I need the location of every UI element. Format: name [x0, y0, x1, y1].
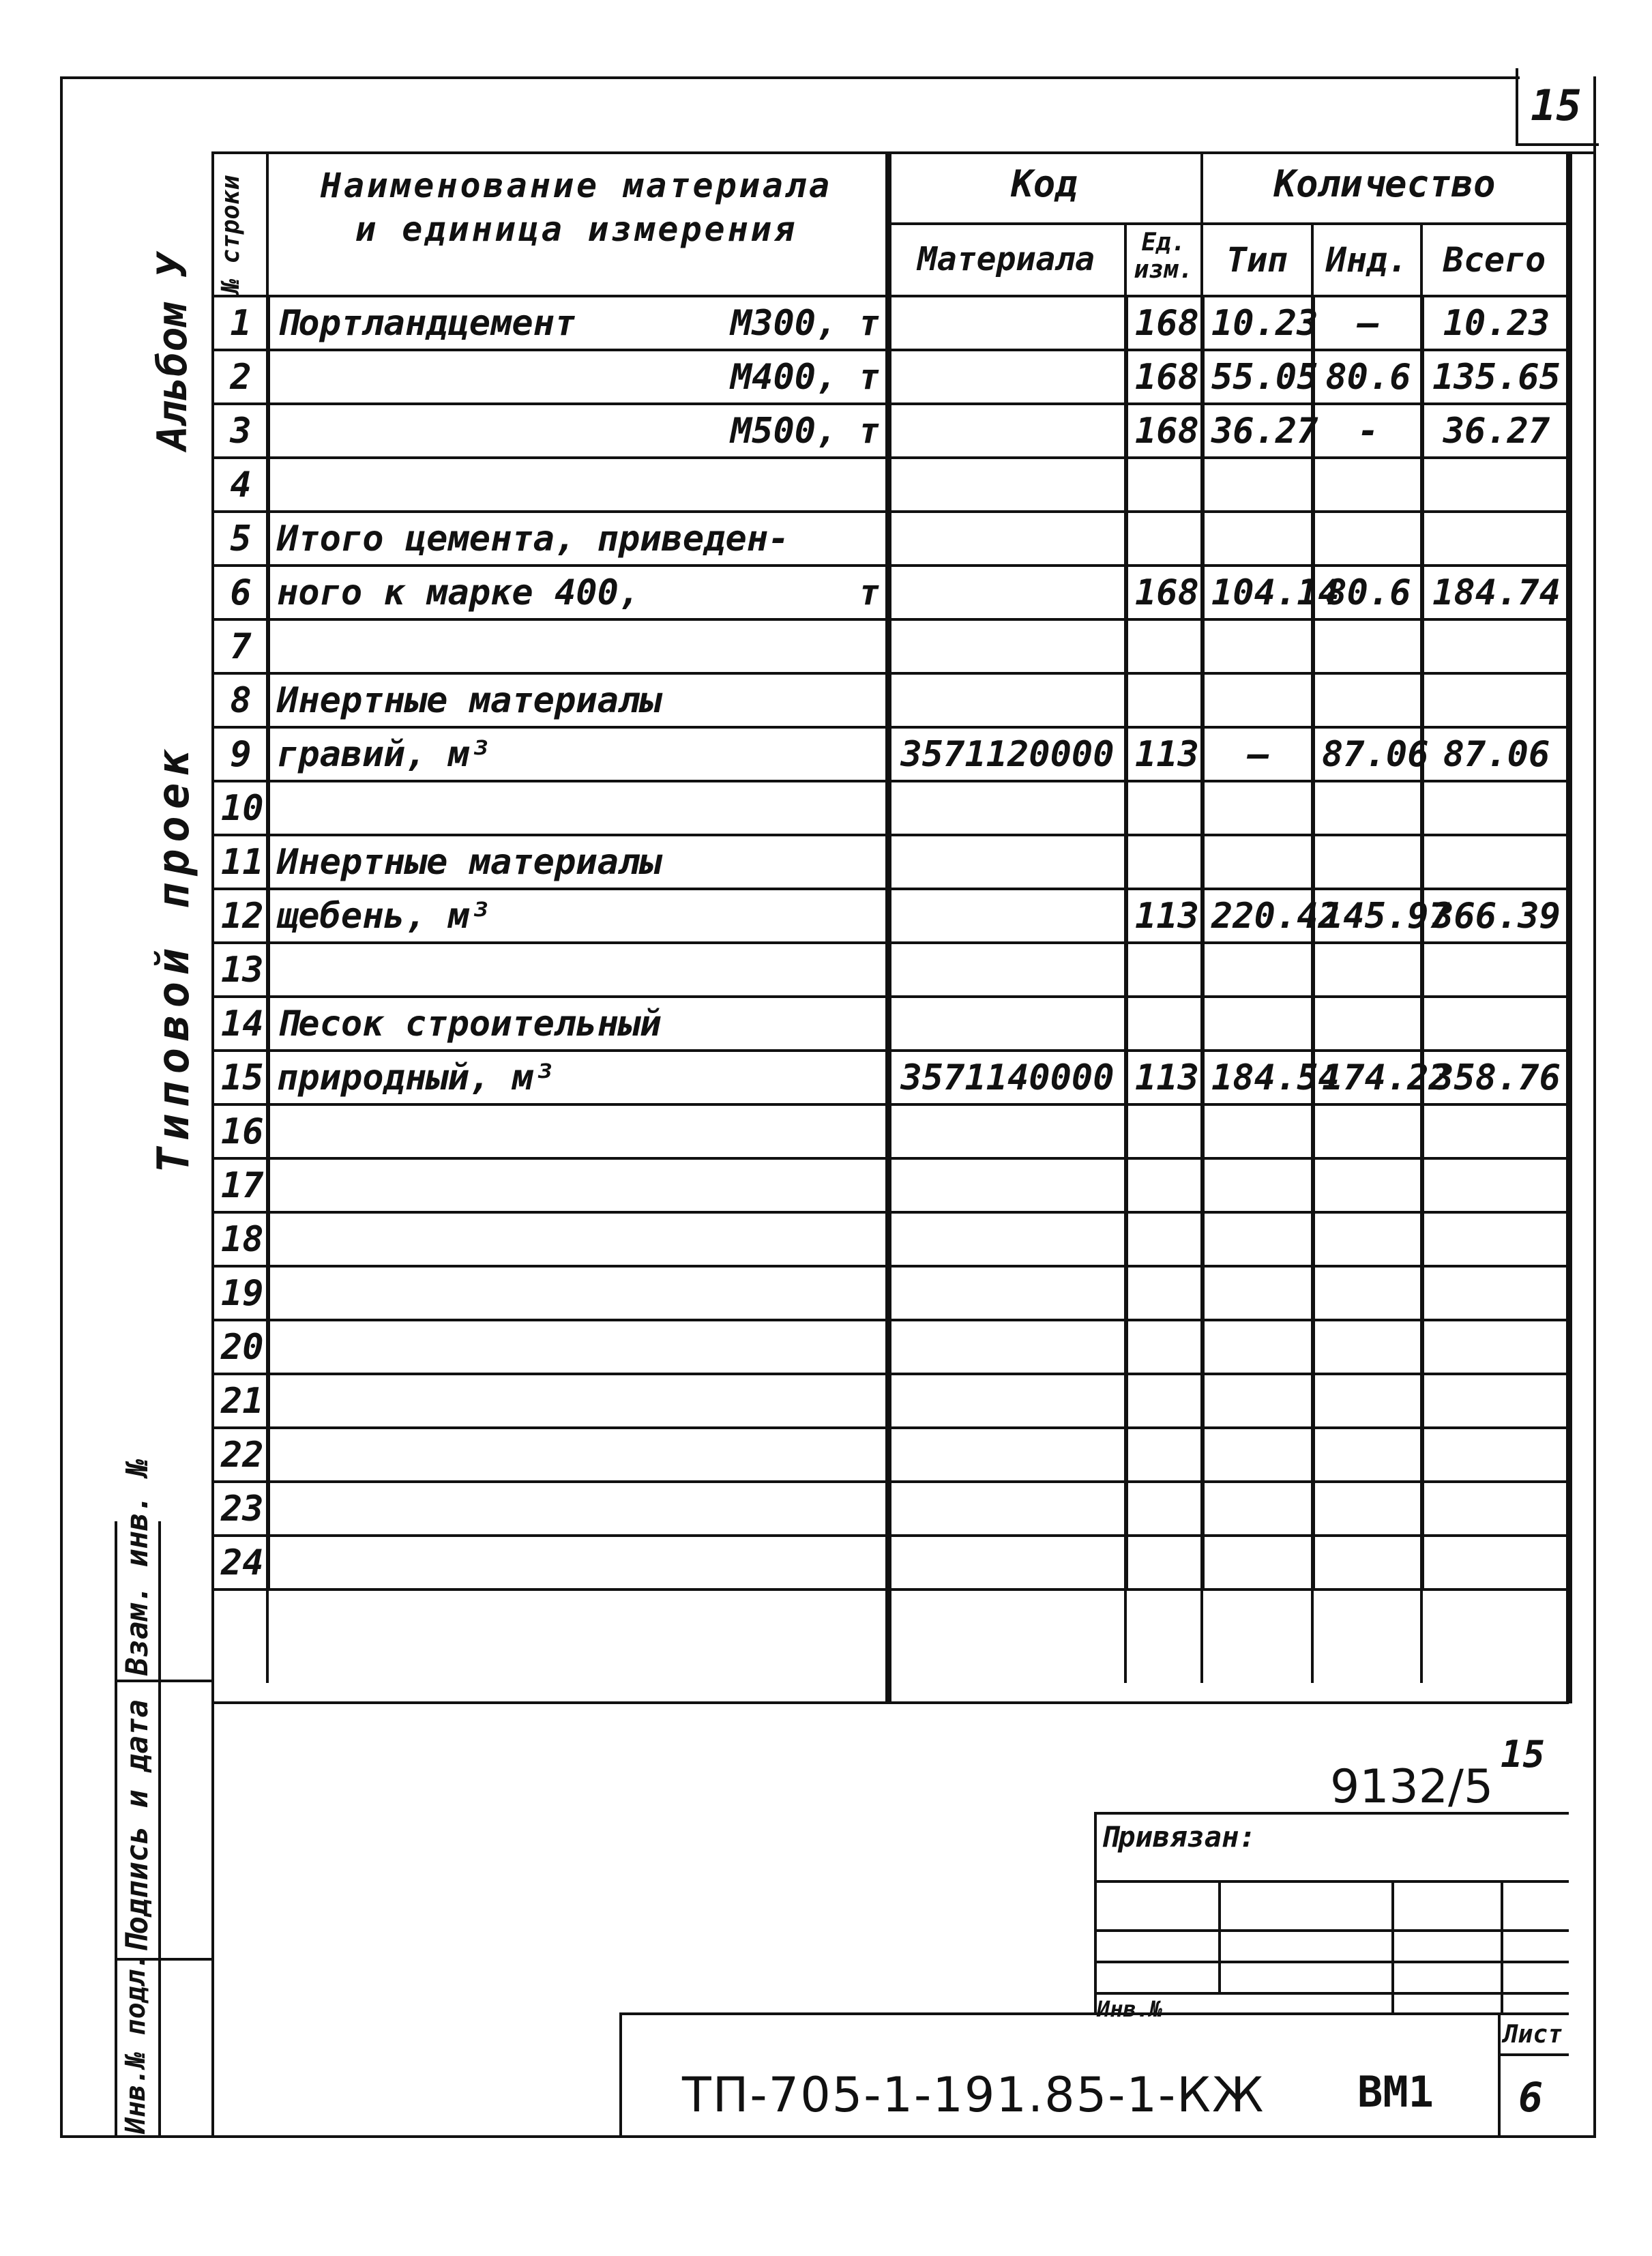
material-name-cell [269, 1158, 888, 1212]
table-row [213, 404, 1570, 458]
material-code [888, 1482, 1127, 1536]
material-name: Портландцемент [277, 302, 576, 344]
material-name: Инертные материалы [277, 841, 662, 883]
qty-total: 358.76 [1423, 1051, 1570, 1104]
qty-total [1423, 781, 1570, 835]
unit-code [1127, 1536, 1203, 1590]
material-code [888, 1158, 1127, 1212]
unit-code: 168 [1127, 296, 1203, 350]
qty-typ: — [1203, 727, 1314, 781]
material-name: щебень, м³ [277, 895, 491, 937]
title-top-line [211, 1701, 1569, 1704]
table-row [213, 512, 1570, 566]
table-row [213, 1158, 1570, 1212]
bind-line-4 [1094, 1992, 1569, 1995]
material-code [888, 1374, 1127, 1428]
corner-number: 15 [1531, 80, 1582, 130]
material-name-cell [269, 566, 888, 619]
bind-sep-2 [1391, 1880, 1394, 2015]
row-number: 17 [213, 1158, 269, 1212]
material-grade: М400, т [730, 356, 880, 398]
row-number: 12 [213, 889, 269, 943]
qty-ind: 80.6 [1314, 566, 1423, 619]
material-name-cell [269, 781, 888, 835]
qty-total [1423, 458, 1570, 512]
row-number: 18 [213, 1212, 269, 1266]
qty-ind [1314, 1428, 1423, 1482]
header-material: Материала [917, 240, 1095, 278]
materials-table [211, 295, 1572, 1591]
material-name: Итого цемента, приведен- [277, 518, 790, 559]
table-row [213, 1428, 1570, 1482]
material-code [888, 512, 1127, 566]
qty-typ [1203, 943, 1314, 997]
material-code [888, 566, 1127, 619]
material-code: 3571120000 [888, 727, 1127, 781]
material-name-cell [269, 1374, 888, 1428]
material-code [888, 458, 1127, 512]
unit-code [1127, 619, 1203, 673]
bind-line-3 [1094, 1961, 1569, 1963]
table-row [213, 619, 1570, 673]
material-code [888, 1428, 1127, 1482]
unit-code [1127, 835, 1203, 889]
qty-total [1423, 1212, 1570, 1266]
row-number: 24 [213, 1536, 269, 1590]
sheet-sep [1498, 2012, 1501, 2138]
table-row [213, 1320, 1570, 1374]
unit-code [1127, 943, 1203, 997]
table-row [213, 1536, 1570, 1590]
table-row [213, 781, 1570, 835]
qty-total [1423, 1266, 1570, 1320]
qty-total [1423, 619, 1570, 673]
qty-total [1423, 673, 1570, 727]
row-number: 8 [213, 673, 269, 727]
material-name-cell [269, 404, 888, 458]
material-code [888, 943, 1127, 997]
material-name-cell [269, 997, 888, 1051]
unit-code: 113 [1127, 727, 1203, 781]
qty-total: 135.65 [1423, 350, 1570, 404]
material-code [888, 350, 1127, 404]
table-row [213, 889, 1570, 943]
row-number: 16 [213, 1104, 269, 1158]
qty-ind [1314, 943, 1423, 997]
header-name: Наименование материала и единица измерения [320, 166, 833, 249]
unit-code: 168 [1127, 566, 1203, 619]
qty-ind [1314, 458, 1423, 512]
table-row [213, 296, 1570, 350]
unit-code: 168 [1127, 350, 1203, 404]
row-number: 6 [213, 566, 269, 619]
qty-typ [1203, 673, 1314, 727]
sheet-label: Лист [1503, 2021, 1563, 2049]
row-number: 21 [213, 1374, 269, 1428]
qty-ind [1314, 1482, 1423, 1536]
qty-total: 36.27 [1423, 404, 1570, 458]
row-number: 3 [213, 404, 269, 458]
unit-code [1127, 1158, 1203, 1212]
table-row [213, 1212, 1570, 1266]
unit-code [1127, 1428, 1203, 1482]
bind-sep-3 [1501, 1880, 1503, 2015]
table-row [213, 1266, 1570, 1320]
unit-code: 113 [1127, 1051, 1203, 1104]
qty-total [1423, 1320, 1570, 1374]
qty-ind: 80.6 [1314, 350, 1423, 404]
qty-typ: 184.54 [1203, 1051, 1314, 1104]
material-name-cell [269, 1266, 888, 1320]
row-number: 22 [213, 1428, 269, 1482]
table-row [213, 1374, 1570, 1428]
qty-ind [1314, 1104, 1423, 1158]
stamp-sep [158, 1521, 161, 2138]
table-row [213, 566, 1570, 619]
row-number: 23 [213, 1482, 269, 1536]
table-row [213, 673, 1570, 727]
header-row-no: № строки [217, 175, 245, 293]
header-typ: Тип [1226, 240, 1288, 280]
row-number: 19 [213, 1266, 269, 1320]
header-mid-line [885, 222, 1569, 225]
material-name-cell [269, 1051, 888, 1104]
material-name-cell [269, 1536, 888, 1590]
qty-total [1423, 835, 1570, 889]
qty-typ [1203, 1374, 1314, 1428]
qty-typ [1203, 1320, 1314, 1374]
sheet-line [1498, 2053, 1569, 2056]
qty-ind: 174.22 [1314, 1051, 1423, 1104]
qty-ind [1314, 781, 1423, 835]
material-name-cell [269, 1482, 888, 1536]
qty-typ [1203, 781, 1314, 835]
header-ind: Инд. [1325, 240, 1408, 280]
inv-label: Инв.№ [1097, 1996, 1163, 2022]
qty-ind [1314, 1266, 1423, 1320]
stamp-inv-no: Инв.№ подл. [120, 1953, 151, 2134]
top-border [60, 76, 1520, 79]
unit-code [1127, 673, 1203, 727]
qty-typ: 220.42 [1203, 889, 1314, 943]
qty-typ: 36.27 [1203, 404, 1314, 458]
unit-code [1127, 997, 1203, 1051]
material-code [888, 673, 1127, 727]
material-code [888, 889, 1127, 943]
qty-ind [1314, 619, 1423, 673]
material-grade: М300, т [730, 302, 880, 344]
material-name-cell [269, 350, 888, 404]
header-quantity: Количество [1273, 162, 1496, 205]
material-name-cell [269, 1212, 888, 1266]
qty-typ [1203, 997, 1314, 1051]
qty-total [1423, 1374, 1570, 1428]
stamp-replaced-inv: Взам. инв. № [120, 1459, 155, 1675]
row-number: 1 [213, 296, 269, 350]
doc-number-sup: 15 [1501, 1733, 1546, 1776]
header-unit: Ед. изм. [1134, 229, 1194, 284]
material-code [888, 296, 1127, 350]
qty-typ [1203, 512, 1314, 566]
album-label: Альбом У [149, 253, 196, 450]
qty-typ [1203, 458, 1314, 512]
qty-typ [1203, 1536, 1314, 1590]
table-row [213, 350, 1570, 404]
material-grade: т [858, 572, 880, 613]
qty-typ: 104.14 [1203, 566, 1314, 619]
qty-typ [1203, 1428, 1314, 1482]
table-row [213, 458, 1570, 512]
qty-typ [1203, 619, 1314, 673]
unit-code [1127, 1104, 1203, 1158]
qty-typ [1203, 1482, 1314, 1536]
qty-total [1423, 1536, 1570, 1590]
bind-line-1 [1094, 1880, 1569, 1883]
row-number: 2 [213, 350, 269, 404]
qty-total [1423, 1428, 1570, 1482]
unit-code [1127, 1482, 1203, 1536]
qty-total [1423, 1104, 1570, 1158]
qty-total [1423, 1482, 1570, 1536]
qty-ind: - [1314, 404, 1423, 458]
material-name: гравий, м³ [277, 733, 491, 775]
bind-line-2 [1094, 1929, 1569, 1932]
stamp-signature-date: Подпись и дата [120, 1699, 155, 1952]
material-name-cell [269, 673, 888, 727]
material-code [888, 1536, 1127, 1590]
material-name-cell [269, 943, 888, 997]
material-name-cell [269, 1320, 888, 1374]
material-code [888, 997, 1127, 1051]
qty-ind [1314, 835, 1423, 889]
row-number: 13 [213, 943, 269, 997]
qty-ind: 87.06 [1314, 727, 1423, 781]
header-code: Код [1011, 162, 1078, 205]
qty-ind [1314, 1536, 1423, 1590]
material-code [888, 1212, 1127, 1266]
unit-code [1127, 781, 1203, 835]
qty-typ [1203, 1212, 1314, 1266]
material-code [888, 1320, 1127, 1374]
qty-typ: 55.05 [1203, 350, 1314, 404]
material-name: Инертные материалы [277, 679, 662, 721]
material-name: Песок строительный [277, 1003, 662, 1044]
unit-code [1127, 1374, 1203, 1428]
doc-number: 9132/5 [1330, 1760, 1494, 1814]
typical-project-label: Типовой проек [149, 743, 199, 1173]
unit-code: 168 [1127, 404, 1203, 458]
table-row [213, 727, 1570, 781]
unit-code [1127, 1212, 1203, 1266]
row-number: 9 [213, 727, 269, 781]
qty-total: 366.39 [1423, 889, 1570, 943]
material-name-cell [269, 727, 888, 781]
table-row [213, 1104, 1570, 1158]
unit-code [1127, 1266, 1203, 1320]
qty-ind: — [1314, 296, 1423, 350]
header-total: Всего [1443, 240, 1546, 280]
row-number: 7 [213, 619, 269, 673]
qty-total: 10.23 [1423, 296, 1570, 350]
row-number: 20 [213, 1320, 269, 1374]
qty-total: 87.06 [1423, 727, 1570, 781]
qty-ind [1314, 1212, 1423, 1266]
stamp-line-1 [115, 1680, 211, 1682]
material-code [888, 835, 1127, 889]
material-name: ного к марке 400, [277, 572, 640, 613]
bind-sep-1 [1218, 1880, 1221, 1992]
table-row [213, 997, 1570, 1051]
qty-total [1423, 1158, 1570, 1212]
row-number: 11 [213, 835, 269, 889]
material-name-cell [269, 296, 888, 350]
material-name-cell [269, 835, 888, 889]
material-code [888, 781, 1127, 835]
table-row [213, 943, 1570, 997]
material-grade: М500, т [730, 410, 880, 452]
table-row [213, 1482, 1570, 1536]
material-code [888, 404, 1127, 458]
row-number: 14 [213, 997, 269, 1051]
qty-ind [1314, 997, 1423, 1051]
unit-code [1127, 512, 1203, 566]
row-number: 5 [213, 512, 269, 566]
qty-total [1423, 512, 1570, 566]
qty-typ [1203, 835, 1314, 889]
material-name-cell [269, 889, 888, 943]
qty-ind [1314, 673, 1423, 727]
row-number: 15 [213, 1051, 269, 1104]
qty-ind [1314, 1158, 1423, 1212]
qty-total: 184.74 [1423, 566, 1570, 619]
qty-ind [1314, 1374, 1423, 1428]
qty-total [1423, 943, 1570, 997]
unit-code: 113 [1127, 889, 1203, 943]
row-number: 4 [213, 458, 269, 512]
material-code [888, 1266, 1127, 1320]
qty-total [1423, 997, 1570, 1051]
designation: ТП-705-1-191.85-1-КЖ [682, 2067, 1265, 2123]
table-row [213, 835, 1570, 889]
material-name-cell [269, 512, 888, 566]
qty-ind: 145.97 [1314, 889, 1423, 943]
qty-typ [1203, 1158, 1314, 1212]
material-name-cell [269, 458, 888, 512]
material-name-cell [269, 1104, 888, 1158]
table-row [213, 1051, 1570, 1104]
qty-ind [1314, 512, 1423, 566]
qty-ind [1314, 1320, 1423, 1374]
qty-typ: 10.23 [1203, 296, 1314, 350]
material-name: природный, м³ [277, 1057, 555, 1098]
material-name-cell [269, 1428, 888, 1482]
sheet-number: 6 [1518, 2074, 1544, 2122]
material-code [888, 619, 1127, 673]
row-number: 10 [213, 781, 269, 835]
material-code: 3571140000 [888, 1051, 1127, 1104]
material-code [888, 1104, 1127, 1158]
sheet-code: ВМ1 [1357, 2067, 1434, 2117]
qty-typ [1203, 1266, 1314, 1320]
unit-code [1127, 1320, 1203, 1374]
qty-typ [1203, 1104, 1314, 1158]
unit-code [1127, 458, 1203, 512]
bound-label: Привязан: [1101, 1820, 1256, 1854]
material-name-cell [269, 619, 888, 673]
